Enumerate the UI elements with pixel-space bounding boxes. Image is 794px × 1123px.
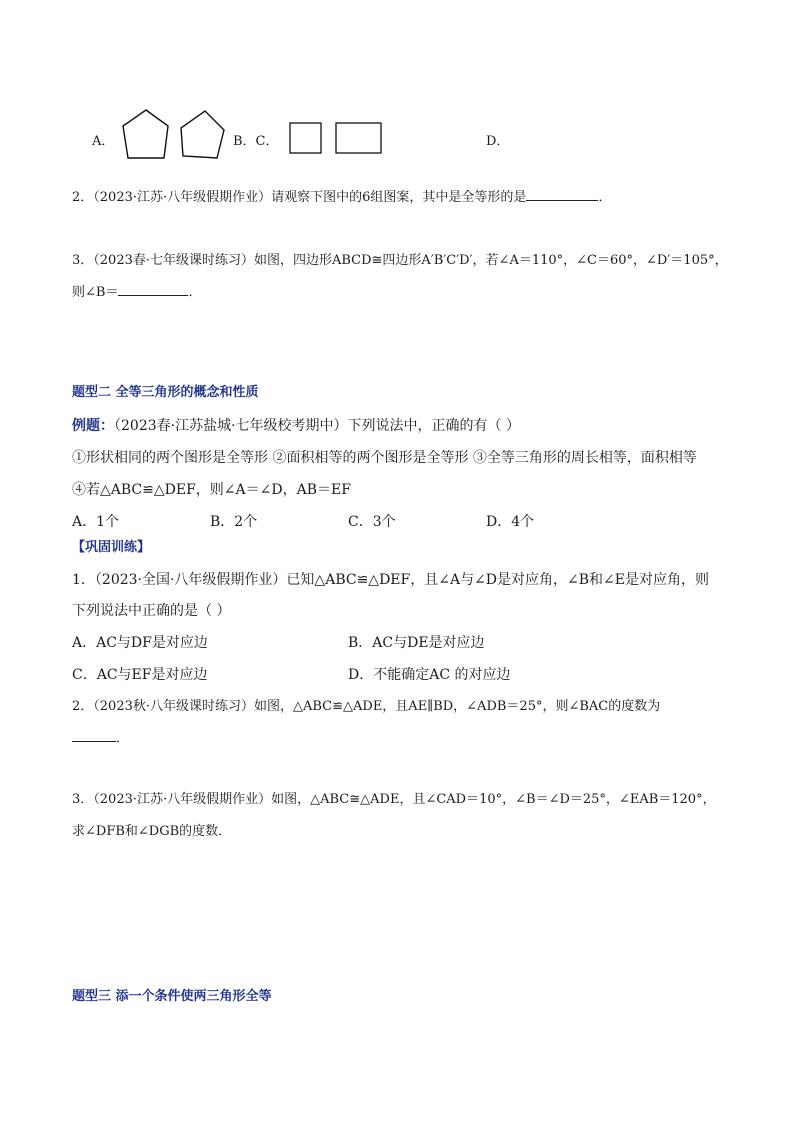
example-label: 例题： xyxy=(72,418,114,434)
practice-3-line-2: 求∠DFB和∠DGB的度数． xyxy=(72,824,232,839)
pentagon-shape-1 xyxy=(120,108,170,162)
example-line-3: ④若△ABC≌△DEF，则∠A＝∠D，AB＝EF xyxy=(72,482,351,498)
question-3-prefix: 则∠B＝ xyxy=(72,285,119,300)
practice-header: 【巩固训练】 xyxy=(72,540,151,555)
question-2 xyxy=(72,186,611,205)
example-option-c: C．3个 xyxy=(348,514,396,530)
section-title: 题型三 添一个条件使两三角形全等 xyxy=(72,989,272,1004)
question-3-line-1: 3．（2023春·七年级课时练习）如图，四边形ABCD≅四边形A′B′C′D′，若∠A＝110°，∠C＝60°，∠D′＝105°， xyxy=(72,253,728,268)
example-option-b: B．2个 xyxy=(210,514,258,530)
example-line-2: ①形状相同的两个图形是全等形 ②面积相等的两个图形是全等形 ③全等三角形的周长相等，面积相等 xyxy=(72,450,697,466)
practice-1-option-b: B．AC与DE是对应边 xyxy=(348,635,485,651)
practice-1-line-2: 下列说法中正确的是（ ） xyxy=(72,603,231,619)
practice-1-line-1: 1．（2023·全国·八年级假期作业）已知△ABC≌△DEF，且∠A与∠D是对应角，∠B和∠E是对应角，则 xyxy=(72,572,709,588)
question-3-end: ． xyxy=(188,285,202,300)
answer-blank xyxy=(118,295,188,296)
option-d-label: D． xyxy=(486,134,510,149)
example-line-1 xyxy=(72,415,520,435)
practice-2-end: ． xyxy=(116,731,130,746)
practice-2-line-1: 2．（2023秋·八年级课时练习）如图，△ABC≌△ADE，且AE∥BD，∠ADB＝25°，则∠BAC的度数为 xyxy=(72,699,661,714)
answer-blank xyxy=(526,200,598,201)
practice-3-line-1: 3．（2023·江苏·八年级假期作业）如图，△ABC≅△ADE，且∠CAD＝10°，∠B＝∠D＝25°，∠EAB＝120°， xyxy=(72,792,716,807)
question-2-end: ． xyxy=(598,190,612,205)
example-option-d: D．4个 xyxy=(486,514,535,530)
practice-1-option-a: A．AC与DF是对应边 xyxy=(72,635,208,651)
pentagon-shape-2 xyxy=(177,108,227,162)
question-3-line-2 xyxy=(72,281,201,300)
practice-1-option-c: C．AC与EF是对应边 xyxy=(72,667,208,683)
section-title: 题型二 全等三角形的概念和性质 xyxy=(72,385,259,400)
option-a-label: A． xyxy=(92,134,115,149)
rectangle-shape xyxy=(334,121,384,155)
question-2-text: 2．（2023·江苏·八年级假期作业）请观察下图中的6组图案，其中是全等形的是 xyxy=(72,190,527,205)
square-shape xyxy=(288,121,324,155)
option-bc-label: B．C． xyxy=(233,134,279,149)
example-option-a: A．1个 xyxy=(72,514,120,530)
practice-2-line-2 xyxy=(72,727,129,746)
example-text: （2023春·江苏盐城·七年级校考期中）下列说法中，正确的有（ ） xyxy=(114,418,520,434)
practice-1-option-d: D．不能确定AC 的对应边 xyxy=(348,667,511,683)
answer-blank xyxy=(72,741,116,742)
